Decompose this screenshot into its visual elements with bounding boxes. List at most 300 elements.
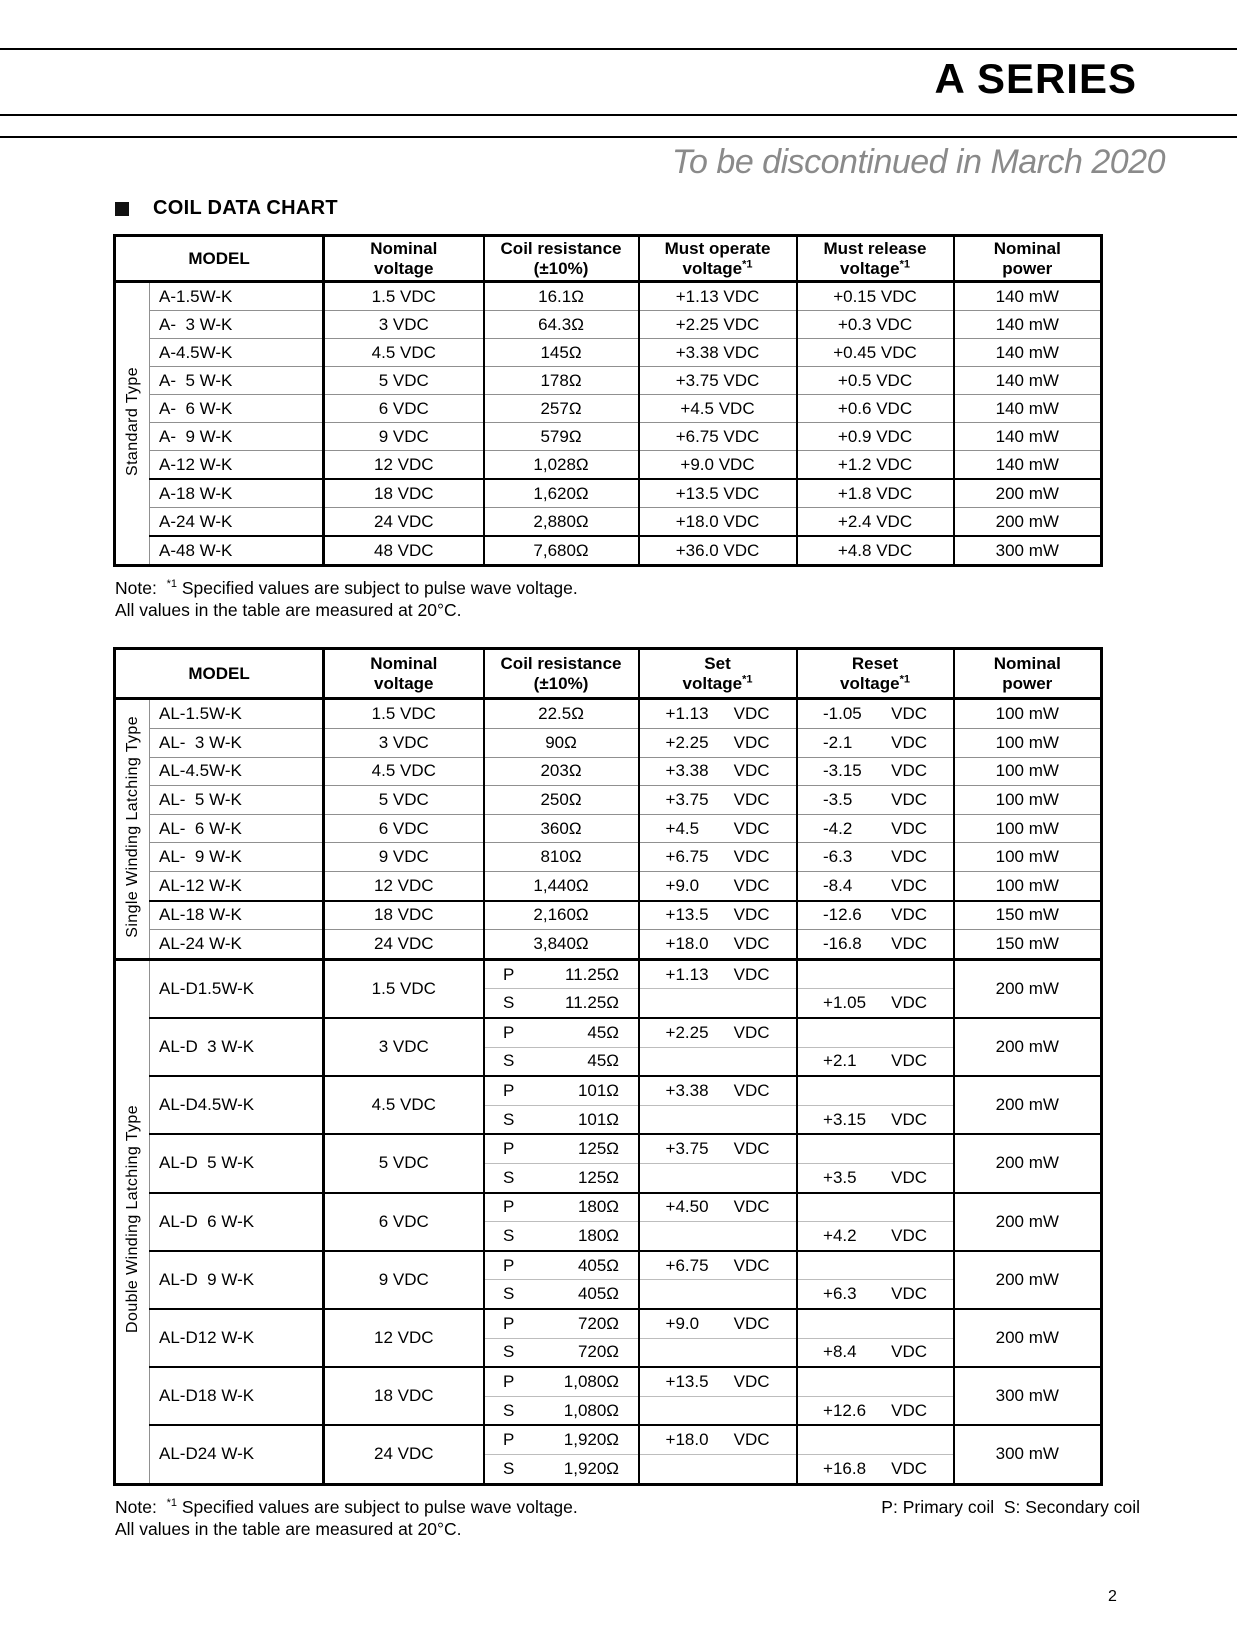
- model-cell: AL-18 W-K: [150, 901, 324, 930]
- operate-voltage-cell: +13.5 VDC: [639, 479, 797, 508]
- coil-legend: P: Primary coil S: Secondary coil: [881, 1496, 1140, 1517]
- operate-voltage-cell: +18.0 VDC: [639, 508, 797, 537]
- release-voltage-cell: +0.9 VDC: [797, 423, 954, 451]
- resistance-cell: 579Ω: [484, 423, 639, 451]
- power-cell: 100 mW: [954, 729, 1102, 758]
- set-voltage-cell: [639, 1338, 797, 1367]
- value-number: -2.1: [823, 732, 853, 752]
- header-rule-middle: [0, 114, 1237, 116]
- value-pair: [503, 1372, 619, 1392]
- value-pair: [503, 1256, 619, 1276]
- value-number: +3.5: [823, 1167, 857, 1187]
- table-header: [115, 649, 1102, 699]
- coil-label: P: [503, 1081, 515, 1100]
- power-cell: 140 mW: [954, 339, 1102, 367]
- primary-resistance-cell: [484, 1425, 639, 1454]
- model-cell: AL-D24 W-K: [150, 1425, 324, 1484]
- resistance-value: 1,920Ω: [563, 1430, 620, 1450]
- secondary-resistance-cell: [484, 1396, 639, 1425]
- table-row: [115, 729, 1102, 758]
- value-pair: [503, 1226, 619, 1246]
- reset-voltage-cell: [797, 1222, 954, 1251]
- unit-label: VDC: [891, 993, 928, 1013]
- coil-label: P: [503, 1371, 515, 1391]
- power-cell: 140 mW: [954, 423, 1102, 451]
- value-number: +3.38: [665, 761, 709, 781]
- reset-voltage-cell: [797, 699, 954, 729]
- release-voltage-cell: +1.8 VDC: [797, 479, 954, 508]
- value-pair: [823, 761, 927, 781]
- voltage-cell: 6 VDC: [324, 1193, 484, 1251]
- set-voltage-cell: [639, 1222, 797, 1251]
- section-title: COIL DATA CHART: [153, 197, 338, 220]
- primary-resistance-cell: [484, 1367, 639, 1396]
- set-voltage-cell: [639, 1076, 797, 1105]
- value-pair: [823, 1168, 927, 1188]
- table-row: [115, 872, 1102, 901]
- release-voltage-cell: +0.5 VDC: [797, 367, 954, 395]
- model-cell: A-4.5W-K: [150, 339, 324, 367]
- unit-label: VDC: [733, 964, 770, 984]
- set-voltage-cell: [639, 757, 797, 786]
- unit-label: VDC: [733, 704, 770, 724]
- value-pair: [666, 905, 770, 925]
- value-pair: [503, 1051, 619, 1071]
- set-voltage-cell: [639, 1163, 797, 1192]
- resistance-value: 125Ω: [577, 1139, 620, 1159]
- unit-label: VDC: [891, 1284, 928, 1304]
- set-voltage-cell: [639, 786, 797, 815]
- reset-voltage-cell: [797, 1018, 954, 1047]
- resistance-value: 11.25Ω: [565, 964, 620, 984]
- column-header-must-operate-voltage: Must operate voltage$^{*1}$: [639, 236, 797, 282]
- secondary-resistance-cell: [484, 1163, 639, 1192]
- set-voltage-cell: [639, 1134, 797, 1163]
- power-cell: 200 mW: [954, 1193, 1102, 1251]
- value-pair: [823, 934, 927, 954]
- set-voltage-cell: [639, 1047, 797, 1076]
- value-pair: [503, 1459, 619, 1479]
- reset-voltage-cell: [797, 1425, 954, 1454]
- reset-voltage-cell: [797, 1338, 954, 1367]
- model-cell: AL-D4.5W-K: [150, 1076, 324, 1134]
- datasheet-page: [0, 48, 1237, 1648]
- column-header-set-voltage: Set voltage$^{*1}$: [639, 649, 797, 699]
- model-cell: A- 6 W-K: [150, 395, 324, 423]
- column-header-coil-resistance: Coil resistance (±10%): [484, 236, 639, 282]
- secondary-resistance-cell: [484, 989, 639, 1018]
- unit-label: VDC: [733, 790, 770, 810]
- unit-label: VDC: [891, 1458, 928, 1478]
- resistance-cell: 257Ω: [484, 395, 639, 423]
- set-voltage-cell: [639, 1251, 797, 1280]
- primary-resistance-cell: [484, 1134, 639, 1163]
- value-pair: [666, 1081, 770, 1101]
- secondary-resistance-cell: [484, 1047, 639, 1076]
- voltage-cell: 1.5 VDC: [324, 959, 484, 1018]
- reset-voltage-cell: [797, 1251, 954, 1280]
- value-number: +3.15: [823, 1109, 867, 1129]
- reset-voltage-cell: [797, 872, 954, 901]
- value-number: -1.05: [823, 704, 862, 724]
- side-label-standard-type: [115, 282, 150, 566]
- set-voltage-cell: [639, 1309, 797, 1338]
- voltage-cell: 6 VDC: [324, 814, 484, 843]
- value-number: +9.0: [665, 875, 700, 895]
- voltage-cell: 5 VDC: [324, 367, 484, 395]
- value-pair: [503, 1401, 619, 1421]
- secondary-resistance-cell: [484, 1105, 639, 1134]
- reset-voltage-cell: [797, 1367, 954, 1396]
- unit-label: VDC: [891, 1167, 928, 1187]
- value-pair: [503, 1081, 619, 1101]
- secondary-resistance-cell: [484, 1454, 639, 1484]
- table-body-standard: [115, 282, 1102, 566]
- resistance-value: 1,080Ω: [563, 1371, 620, 1391]
- value-pair: [666, 1139, 770, 1159]
- voltage-cell: 4.5 VDC: [324, 757, 484, 786]
- voltage-cell: 6 VDC: [324, 395, 484, 423]
- header-rule-top: [0, 48, 1237, 50]
- model-cell: AL-D 9 W-K: [150, 1251, 324, 1309]
- value-number: +2.1: [823, 1051, 857, 1071]
- power-cell: 140 mW: [954, 395, 1102, 423]
- table-row: [115, 479, 1102, 508]
- value-pair: [823, 993, 927, 1013]
- coil-label: S: [503, 1109, 515, 1129]
- value-pair: [666, 790, 770, 810]
- value-number: +13.5: [665, 905, 709, 925]
- power-cell: 150 mW: [954, 930, 1102, 960]
- value-number: +18.0: [665, 1430, 709, 1450]
- unit-label: VDC: [733, 1139, 770, 1159]
- value-number: +6.75: [665, 847, 709, 867]
- value-number: +6.75: [665, 1255, 709, 1275]
- resistance-value: 720Ω: [577, 1342, 620, 1362]
- unit-label: VDC: [891, 732, 928, 752]
- column-header-nominal-voltage: Nominal voltage: [324, 236, 484, 282]
- resistance-cell: 810Ω: [484, 843, 639, 872]
- value-number: +4.2: [823, 1225, 857, 1245]
- header-rule-bottom: [0, 136, 1237, 138]
- power-cell: 140 mW: [954, 311, 1102, 339]
- value-pair: [503, 965, 619, 985]
- value-pair: [503, 993, 619, 1013]
- resistance-value: 1,920Ω: [563, 1458, 620, 1478]
- value-pair: [666, 819, 770, 839]
- unit-label: VDC: [733, 905, 770, 925]
- table-row: [115, 282, 1102, 311]
- value-pair: [666, 733, 770, 753]
- primary-resistance-cell: [484, 959, 639, 989]
- model-cell: A-48 W-K: [150, 536, 324, 566]
- set-voltage-cell: [639, 1425, 797, 1454]
- table-body-latching: [115, 699, 1102, 1484]
- resistance-value: 101Ω: [577, 1109, 620, 1129]
- value-number: +12.6: [823, 1400, 867, 1420]
- value-number: +1.13: [665, 964, 709, 984]
- primary-resistance-cell: [484, 1309, 639, 1338]
- secondary-resistance-cell: [484, 1280, 639, 1309]
- voltage-cell: 18 VDC: [324, 1367, 484, 1425]
- reset-voltage-cell: [797, 814, 954, 843]
- set-voltage-cell: [639, 729, 797, 758]
- release-voltage-cell: +1.2 VDC: [797, 451, 954, 480]
- power-cell: 100 mW: [954, 843, 1102, 872]
- unit-label: VDC: [891, 875, 928, 895]
- power-cell: 200 mW: [954, 959, 1102, 1018]
- power-cell: 100 mW: [954, 757, 1102, 786]
- set-voltage-cell: [639, 1454, 797, 1484]
- resistance-value: 405Ω: [577, 1255, 620, 1275]
- resistance-cell: 16.1Ω: [484, 282, 639, 311]
- value-number: -3.5: [823, 790, 853, 810]
- reset-voltage-cell: [797, 1454, 954, 1484]
- unit-label: VDC: [733, 761, 770, 781]
- model-cell: AL-D18 W-K: [150, 1367, 324, 1425]
- resistance-value: 720Ω: [577, 1313, 620, 1333]
- unit-label: VDC: [733, 934, 770, 954]
- set-voltage-cell: [639, 814, 797, 843]
- value-pair: [666, 876, 770, 896]
- value-number: +13.5: [665, 1371, 709, 1391]
- unit-label: VDC: [733, 1255, 770, 1275]
- operate-voltage-cell: +36.0 VDC: [639, 536, 797, 566]
- model-cell: AL- 9 W-K: [150, 843, 324, 872]
- model-cell: AL-24 W-K: [150, 930, 324, 960]
- value-pair: [666, 1372, 770, 1392]
- resistance-cell: 22.5Ω: [484, 699, 639, 729]
- set-voltage-cell: [639, 1018, 797, 1047]
- resistance-cell: 2,160Ω: [484, 901, 639, 930]
- release-voltage-cell: +0.15 VDC: [797, 282, 954, 311]
- unit-label: VDC: [891, 934, 928, 954]
- reset-voltage-cell: [797, 901, 954, 930]
- column-header-nominal-voltage: Nominal voltage: [324, 649, 484, 699]
- model-cell: AL- 6 W-K: [150, 814, 324, 843]
- resistance-value: 125Ω: [577, 1167, 620, 1187]
- value-pair: [823, 1459, 927, 1479]
- side-label-single-winding: [115, 699, 150, 959]
- table-row: [115, 699, 1102, 729]
- resistance-value: 11.25Ω: [565, 993, 620, 1013]
- value-number: +4.50: [665, 1197, 709, 1217]
- value-pair: [823, 847, 927, 867]
- model-cell: AL- 5 W-K: [150, 786, 324, 815]
- reset-voltage-cell: [797, 1076, 954, 1105]
- voltage-cell: 9 VDC: [324, 1251, 484, 1309]
- power-cell: 100 mW: [954, 872, 1102, 901]
- value-number: +4.5: [665, 818, 700, 838]
- resistance-cell: 1,028Ω: [484, 451, 639, 480]
- voltage-cell: 3 VDC: [324, 729, 484, 758]
- value-number: +1.05: [823, 993, 867, 1013]
- model-cell: AL-1.5W-K: [150, 699, 324, 729]
- value-pair: [666, 934, 770, 954]
- value-number: +3.38: [665, 1081, 709, 1100]
- unit-label: VDC: [891, 818, 928, 838]
- secondary-resistance-cell: [484, 1338, 639, 1367]
- unit-label: VDC: [733, 1022, 770, 1042]
- coil-data-table-standard: [113, 234, 1103, 567]
- value-pair: [666, 1314, 770, 1334]
- voltage-cell: 5 VDC: [324, 1134, 484, 1192]
- value-number: +3.75: [665, 790, 709, 810]
- release-voltage-cell: +0.45 VDC: [797, 339, 954, 367]
- resistance-cell: 1,440Ω: [484, 872, 639, 901]
- release-voltage-cell: +4.8 VDC: [797, 536, 954, 566]
- unit-label: VDC: [891, 761, 928, 781]
- coil-label: P: [503, 1197, 515, 1217]
- value-pair: [666, 847, 770, 867]
- model-cell: AL- 3 W-K: [150, 729, 324, 758]
- resistance-cell: 145Ω: [484, 339, 639, 367]
- power-cell: 200 mW: [954, 1309, 1102, 1367]
- column-header-nominal-power: Nominal power: [954, 649, 1102, 699]
- model-cell: A-24 W-K: [150, 508, 324, 537]
- set-voltage-cell: [639, 872, 797, 901]
- reset-voltage-cell: [797, 1163, 954, 1192]
- operate-voltage-cell: +3.38 VDC: [639, 339, 797, 367]
- table-row: [115, 1367, 1102, 1396]
- secondary-resistance-cell: [484, 1222, 639, 1251]
- primary-resistance-cell: [484, 1193, 639, 1222]
- voltage-cell: 12 VDC: [324, 451, 484, 480]
- power-cell: 140 mW: [954, 282, 1102, 311]
- power-cell: 150 mW: [954, 901, 1102, 930]
- table-row: [115, 1076, 1102, 1105]
- table-row: [115, 1193, 1102, 1222]
- column-header-model: MODEL: [115, 649, 324, 699]
- value-number: +18.0: [665, 934, 709, 954]
- reset-voltage-cell: [797, 959, 954, 989]
- value-pair: [503, 1342, 619, 1362]
- table-row: [115, 1251, 1102, 1280]
- coil-label: P: [503, 1255, 515, 1275]
- model-cell: A-18 W-K: [150, 479, 324, 508]
- power-cell: 100 mW: [954, 814, 1102, 843]
- unit-label: VDC: [891, 1051, 928, 1071]
- value-pair: [503, 1197, 619, 1217]
- reset-voltage-cell: [797, 757, 954, 786]
- table-row: [115, 959, 1102, 989]
- reset-voltage-cell: [797, 1193, 954, 1222]
- voltage-cell: 24 VDC: [324, 1425, 484, 1484]
- set-voltage-cell: [639, 1105, 797, 1134]
- discontinued-notice: To be discontinued in March 2020: [671, 143, 1165, 181]
- reset-voltage-cell: [797, 843, 954, 872]
- reset-voltage-cell: [797, 786, 954, 815]
- coil-label: S: [503, 1458, 515, 1478]
- resistance-value: 1,080Ω: [563, 1400, 620, 1420]
- value-pair: [823, 819, 927, 839]
- value-pair: [666, 1023, 770, 1043]
- table-row: [115, 395, 1102, 423]
- value-pair: [823, 1401, 927, 1421]
- unit-label: VDC: [733, 818, 770, 838]
- value-pair: [666, 704, 770, 724]
- unit-label: VDC: [733, 1313, 770, 1333]
- model-cell: AL-D 6 W-K: [150, 1193, 324, 1251]
- page-number: 2: [1108, 1588, 1117, 1605]
- resistance-cell: 178Ω: [484, 367, 639, 395]
- set-voltage-cell: [639, 959, 797, 989]
- value-number: +8.4: [823, 1342, 857, 1362]
- value-number: -12.6: [823, 905, 862, 925]
- reset-voltage-cell: [797, 729, 954, 758]
- value-number: -3.15: [823, 761, 862, 781]
- voltage-cell: 48 VDC: [324, 536, 484, 566]
- set-voltage-cell: [639, 930, 797, 960]
- model-cell: A- 9 W-K: [150, 423, 324, 451]
- column-header-must-release-voltage: Must release voltage$^{*1}$: [797, 236, 954, 282]
- voltage-cell: 12 VDC: [324, 872, 484, 901]
- value-pair: [666, 1197, 770, 1217]
- set-voltage-cell: [639, 843, 797, 872]
- set-voltage-cell: [639, 1280, 797, 1309]
- resistance-value: 45Ω: [587, 1051, 620, 1071]
- set-voltage-cell: [639, 1396, 797, 1425]
- reset-voltage-cell: [797, 1309, 954, 1338]
- value-pair: [823, 905, 927, 925]
- primary-resistance-cell: [484, 1251, 639, 1280]
- power-cell: 200 mW: [954, 508, 1102, 537]
- side-label-text: Standard Type: [123, 366, 141, 476]
- table-row: [115, 814, 1102, 843]
- reset-voltage-cell: [797, 930, 954, 960]
- value-pair: [823, 1284, 927, 1304]
- release-voltage-cell: +0.6 VDC: [797, 395, 954, 423]
- value-pair: [823, 1051, 927, 1071]
- operate-voltage-cell: +3.75 VDC: [639, 367, 797, 395]
- unit-label: VDC: [891, 847, 928, 867]
- coil-label: S: [503, 1284, 515, 1304]
- operate-voltage-cell: +6.75 VDC: [639, 423, 797, 451]
- coil-label: P: [503, 1139, 515, 1159]
- coil-label: P: [503, 964, 515, 984]
- table-row: [115, 1425, 1102, 1454]
- unit-label: VDC: [733, 1197, 770, 1217]
- coil-label: S: [503, 1167, 515, 1187]
- resistance-cell: 360Ω: [484, 814, 639, 843]
- unit-label: VDC: [891, 1342, 928, 1362]
- coil-label: S: [503, 1400, 515, 1420]
- resistance-cell: 64.3Ω: [484, 311, 639, 339]
- value-pair: [666, 965, 770, 985]
- resistance-cell: 2,880Ω: [484, 508, 639, 537]
- resistance-value: 405Ω: [577, 1284, 620, 1304]
- value-pair: [823, 790, 927, 810]
- operate-voltage-cell: +4.5 VDC: [639, 395, 797, 423]
- table-row: [115, 423, 1102, 451]
- power-cell: 200 mW: [954, 479, 1102, 508]
- resistance-value: 45Ω: [587, 1022, 620, 1042]
- table-row: [115, 1134, 1102, 1163]
- release-voltage-cell: +0.3 VDC: [797, 311, 954, 339]
- power-cell: 200 mW: [954, 1134, 1102, 1192]
- power-cell: 100 mW: [954, 786, 1102, 815]
- voltage-cell: 18 VDC: [324, 479, 484, 508]
- power-cell: 300 mW: [954, 1425, 1102, 1484]
- value-number: +1.13: [665, 704, 709, 724]
- table-row: [115, 311, 1102, 339]
- power-cell: 200 mW: [954, 1251, 1102, 1309]
- table-row: [115, 757, 1102, 786]
- column-header-model: MODEL: [115, 236, 324, 282]
- value-number: +16.8: [823, 1458, 867, 1478]
- value-pair: [503, 1110, 619, 1130]
- value-pair: [823, 1110, 927, 1130]
